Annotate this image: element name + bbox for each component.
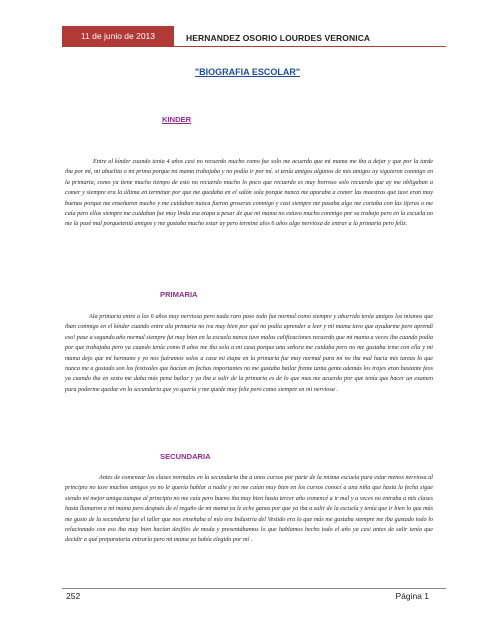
- footer-divider: [62, 588, 446, 589]
- header-divider: [62, 46, 446, 47]
- section-heading-primaria: PRIMARIA: [160, 290, 198, 299]
- footer-page-label: Página 1: [395, 591, 429, 601]
- paragraph-kinder: Entre al kínder cuando tenia 4 años casi no recuerdo mucho como fue solo me acuerdo que mi mama me iba a dejar y que por la tarde iba por mí, mi abuelita o mi prima porque mi mama trabajaba y no podía ir por mí. si tenía amigos algunos de mis amigos ay siguieron conmigo en la primaria, como ya tiene mucho tiempo de esto no recuerdo mucho lo poco que recuerdo es muy borroso solo recuerdo que ay me obligaban a comer y siempre era la última en terminar por que me quedaba en el salón sola porque nunca me apuraba a comer las maestras que tuve eran muy buenas porque me enseñaron mucho y me cuidaban nunca fueron groseras conmigo y casi siempre me pasaba algo me cortaba con las tijeras o me caía pero ellas siempre me cuidaban fue muy linda esa etapa a pesar de que mi mama no estuvo mucho conmigo por su trabajo pero en la escuela no me la pasé mal porqueteniá amigos y me gustaba mucho estar ay pero termine alos 6 años algo nerviosa de entrar a la primaria pero feliz.: [65, 159, 433, 228]
- section-heading-kinder: KINDER: [162, 115, 192, 124]
- section-heading-secundaria: SECUNDARIA: [160, 452, 211, 461]
- paragraph-primaria: Ala primaria entre a los 6 años muy nerviosa pero nada raro paso todo fue normal como siempre y aburrido tenía amigos los mismos que iban conmigo en el kínder cuando entre ala primaria no iva muy bien por qué no podía aprender a leer y mi mama tuvo que ayudarme pero aprendí eso! pase a segundo año normal siempre fui muy bien en la escuela nunca tuve malas calificaciones recuerdo que mi mama a veces iba cuando podía por que trabajaba pero ya cuando tenía como 8 años me iba sola a mi casa porque una señora me cuidaba pero no me gustaba irme con ella y mi mama dejo que mi hermano y yo nos fuéramos solos a casa mi etapa en la primaria fue muy normal para mí no iba mal hacia mis tareas lo que nunca me a gustado son los festivales que hacían en fechas importantes no me gustaba bailar frente tanta gente además los trajes eran bastante feos ya cuando iba en sexto me daba más pena bailar y ya iba a salir de la primaria es de lo que mas me acuerdo por que tenía que hacer un examen para poderme quedar en la secundaria que yo quería y me quede muy feliz pero como siempre en mi nerviosa .: [65, 314, 433, 393]
- document-title: "BIOGRAFIA ESCOLAR": [194, 67, 301, 77]
- header-date-badge: 11 de junio de 2013: [62, 26, 174, 46]
- header-author: HERNANDEZ OSORIO LOURDES VERONICA: [186, 33, 371, 43]
- paragraph-secundaria: Antes de comenzar las clases normales en la secundaria iba a unos cursos por parte de la misma escuela para estar menos nerviosa al principio no tuve muchos amigos yo no le quería hablar a nadie y no me caían muy bien en los cursos conocí a una niña que hasta la fecha sigue siendo mi mejor amiga aunque al principio no me caía pero bueno iba muy bien hasta tercer año comencé a ir mal y a veces no entraba a mis clases hasta llamaron a mi mama pero después de el regaño de mi mama ya le eche ganas por que ya iba a salir de la escuela y tenía que ir bien lo que más me gusto de la secundaria fue el taller que nos enseñaba el mío era Industria del Vestido era lo que más me gustaba siempre me iba gustado todo lo relacionado con eso iba muy bien hacían desfiles de moda y presentábamos lo que hablamos hecho todo el año ya casi antes de salir tenía que decidir a qué preparatoria entraría pero mi mama ya había elegido por mí .: [65, 475, 433, 544]
- footer-page-number-left: 252: [66, 591, 81, 601]
